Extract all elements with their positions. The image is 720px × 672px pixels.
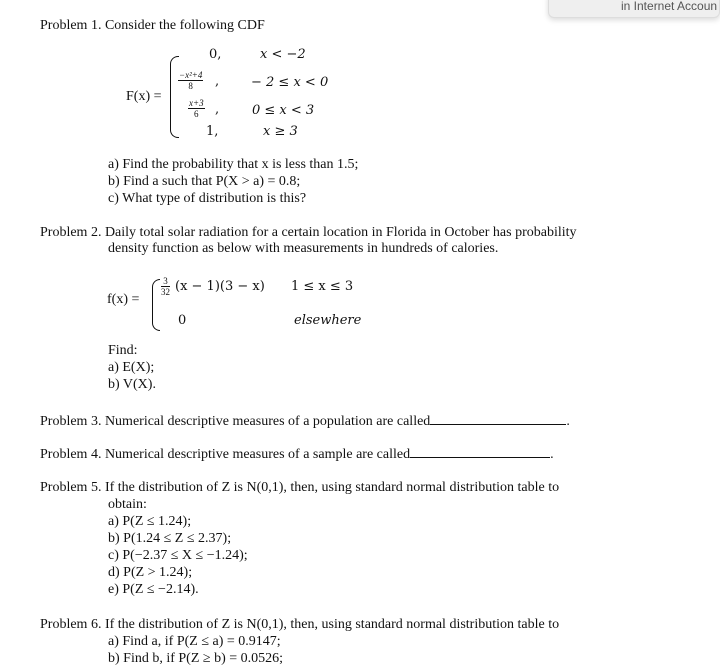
cdf-row-2-cond: − 2 ≤ x < 0 [251, 75, 329, 90]
p6-item-b: b) Find b, if P(Z ≥ b) = 0.0526; [108, 651, 284, 666]
pdf-expression: (x − 1)(3 − x) [175, 279, 265, 294]
problem-5-title-line2: obtain: [108, 497, 147, 512]
pdf-cond-1: 1 ≤ x ≤ 3 [291, 279, 354, 294]
cdf-row-2-fraction: $\frac{\text{−x²+4}}{8}$ [179, 70, 203, 91]
cdf-row-4-value: 1, [206, 124, 219, 139]
p1-item-a: a) Find the probability that x is less than 1.5; [108, 157, 359, 172]
problem-4: Problem 4. Numerical descriptive measures of a sample are called . [40, 447, 554, 462]
notification-text: in Internet Accoun [621, 0, 718, 13]
left-brace [152, 279, 160, 331]
problem-6-title: Problem 6. If the distribution of Z is N(0,1), then, using standard normal distribution table to [40, 617, 560, 632]
p5-item-c: c) P(−2.37 ≤ X ≤ −1.24); [108, 548, 248, 563]
p1-item-b: b) Find a such that P(X > a) = 0.8; [108, 174, 301, 189]
p2-item-b: b) V(X). [108, 377, 156, 392]
p5-item-e: e) P(Z ≤ −2.14). [108, 582, 199, 597]
p2-item-a: a) E(X); [108, 360, 155, 375]
problem-5-title: Problem 5. If the distribution of Z is N(0,1), then, using standard normal distribution table to [40, 480, 560, 495]
problem-3: Problem 3. Numerical descriptive measures of a population are called . [40, 414, 570, 429]
notification-popup[interactable] [548, 0, 720, 18]
p6-item-a: a) Find a, if P(Z ≤ a) = 0.9147; [108, 634, 281, 649]
left-brace [170, 56, 179, 138]
find-label: Find: [108, 343, 138, 358]
cdf-row-4-cond: x ≥ 3 [263, 124, 298, 139]
comma: , [215, 102, 220, 117]
cdf-row-3-fraction: $\frac{x+3}{6}$ [189, 98, 204, 119]
pdf-fraction: $\frac{3}{32}$ [161, 276, 170, 297]
problem-1-title: Problem 1. Consider the following CDF [40, 18, 265, 33]
problem-2-title: Problem 2. Daily total solar radiation for a certain location in Florida in October has probability [40, 225, 577, 240]
p5-item-d: d) P(Z > 1.24); [108, 565, 193, 580]
cdf-row-3-cond: 0 ≤ x < 3 [252, 103, 315, 118]
p1-item-c: c) What type of distribution is this? [108, 191, 307, 206]
comma: , [215, 74, 220, 89]
pdf-cond-2: elsewhere [294, 313, 362, 328]
cdf-row-1-cond: x < −2 [260, 47, 306, 62]
cdf-row-1-value: 0, [209, 47, 222, 62]
problem-2-title-line2: density function as below with measurements in hundreds of calories. [108, 241, 499, 256]
cdf-lhs: F(x) = [126, 89, 162, 104]
p5-item-a: a) P(Z ≤ 1.24); [108, 514, 192, 529]
pdf-zero: 0 [178, 313, 187, 328]
p5-item-b: b) P(1.24 ≤ Z ≤ 2.37); [108, 531, 232, 546]
pdf-lhs: f(x) = [107, 292, 140, 307]
